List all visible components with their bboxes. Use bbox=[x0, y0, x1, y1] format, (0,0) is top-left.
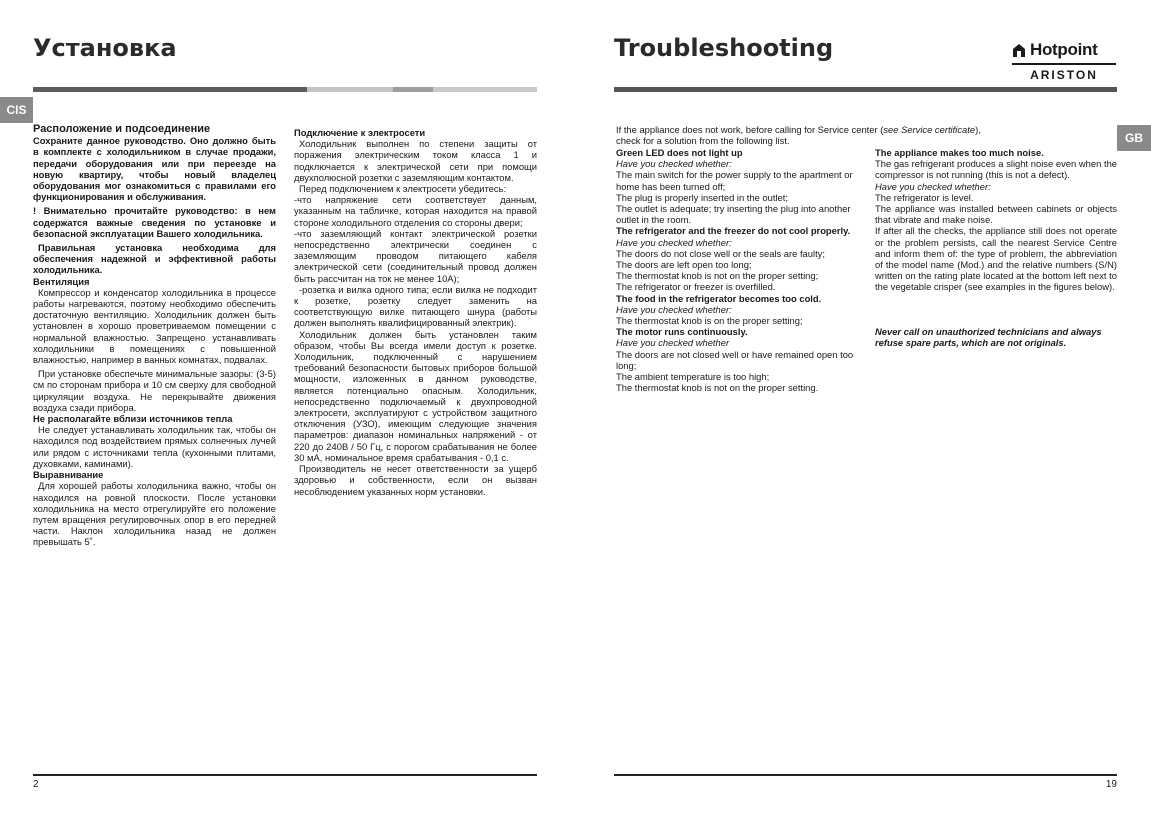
hotpoint-house-icon bbox=[1012, 43, 1026, 58]
para-elec-class: Холодильник выполнен по степени защиты от поражения электрическим током класса 1 и подключается к электрической сети при помощи двухполюсной розетки с заземляющим контактом. bbox=[294, 138, 537, 183]
check-prompt-1: Have you checked whether: bbox=[616, 158, 732, 170]
left-page-title: Установка bbox=[33, 34, 177, 62]
para-leveling: Для хорошей работы холодильника важно, чтобы он находился на ровной плоскости. После установки холодильника на место отрегулируйте его положение путем вращения регулировочных опор в его передней части. Наклон холодильника назад не должен превышать 5˚. bbox=[33, 480, 276, 548]
issue-too-cold: The food in the refrigerator becomes too cold. bbox=[616, 292, 822, 304]
check-overfilled: The refrigerator or freezer is overfilled. bbox=[616, 281, 776, 293]
troubleshooting-intro bbox=[616, 124, 1036, 146]
section-heading-placement: Расположение и подсоединение bbox=[33, 123, 211, 135]
lang-tag-gb: GB bbox=[1117, 125, 1151, 151]
para-correct-install: Правильная установка необходима для обеспечения надежной и эффективной работы холодильника. bbox=[33, 242, 276, 276]
left-header-bar bbox=[33, 87, 537, 92]
left-column-2 bbox=[294, 127, 537, 497]
brand-logo bbox=[1012, 40, 1116, 88]
heading-ventilation: Вентиляция bbox=[33, 275, 90, 287]
issue-motor-runs: The motor runs continuously. bbox=[616, 326, 748, 338]
right-column-1 bbox=[616, 147, 858, 393]
para-elec-liability: Производитель не несет ответственности за ущерб здоровью и собственности, если он вызван несоблюдением указанных норм установки. bbox=[294, 463, 537, 497]
issue-green-led: Green LED does not light up bbox=[616, 147, 743, 158]
heading-leveling: Выравнивание bbox=[33, 469, 104, 481]
heading-electrical: Подключение к электросети bbox=[294, 127, 426, 138]
check-main-switch: The main switch for the power supply to the apartment or home has been turned off; bbox=[616, 169, 853, 192]
right-column-2 bbox=[875, 147, 1117, 348]
check-door-seals: The doors do not close well or the seals are faulty; bbox=[616, 247, 825, 259]
check-prompt-2: Have you checked whether: bbox=[616, 236, 732, 248]
brand-name: Hotpoint bbox=[1030, 40, 1098, 59]
para-read-warning: ! Внимательно прочитайте руководство: в нем содержатся важные сведения по установке и безопасной эксплуатации Вашего холодильника. bbox=[33, 205, 276, 239]
para-service-centre: If after all the checks, the appliance still does not operate or the problem persists, call the nearest Service Centre and inform them of: the type of problem, the abbreviation of the model name (Mod.) and the relative numbers (S/N) written on the rating plate located at the bottom left next to the vegetable crisper (see examples in the figures below). bbox=[875, 225, 1117, 293]
para-elec-access: Холодильник должен быть установлен таким образом, чтобы Вы всегда имели доступ к розетке. Холодильник, подключенный с нарушением требований безопасности бытовых приборов большой мощности, изложенных в данном руководстве, является потенциально опасным. Холодильник, непосредственно подключаемый к двухпроводной электросети, эксплуатируют с устройством защитного отключения (УЗО), имеющим следующие значения параметров: диапазон номинальных напряжений - от 220 до 240В / 50 Гц, с порогом срабатывания не более 30 мА, номинальное время срабатывания - 0,1 с. bbox=[294, 328, 537, 463]
para-elec-plug: -розетка и вилка одного типа; если вилка не подходит к розетке, розетку следует заменить на соответствующую вилке питающего шнура (работы должен выполнять квалифицированный электрик). bbox=[294, 283, 537, 329]
heading-heat-sources: Не располагайте вблизи источников тепла bbox=[33, 413, 233, 425]
para-keep-manual: Сохраните данное руководство. Оно должно быть в комплекте с холодильником в случае продажи, передачи оборудования или при переезде на новую квартиру, чтобы новый владелец оборудования мог ознакомиться с правилами его функционирования и обслуживания. bbox=[33, 135, 276, 203]
para-elec-ground: -что заземляющий контакт электрической розетки непосредственно электрически соединен с заземляющим проводом питающего кабеля электрической сети (соединительный провод должен быть рассчитан на ток не менее 10А); bbox=[294, 227, 537, 284]
check-prompt-3: Have you checked whether: bbox=[616, 303, 732, 315]
right-page-title: Troubleshooting bbox=[614, 34, 834, 62]
check-thermostat-3: The thermostat knob is not on the proper setting. bbox=[616, 382, 819, 394]
check-prompt-5: Have you checked whether: bbox=[875, 180, 991, 192]
check-thermostat-2: The thermostat knob is on the proper setting; bbox=[616, 315, 803, 327]
brand-sub: ARISTON bbox=[1030, 68, 1098, 82]
intro-text-b: ), bbox=[975, 124, 981, 135]
left-footer-rule bbox=[33, 774, 537, 776]
issue-noise: The appliance makes too much noise. bbox=[875, 147, 1044, 158]
check-outlet: The outlet is adequate; try inserting the plug into another outlet in the room. bbox=[616, 203, 851, 226]
para-ventilation: Компрессор и конденсатор холодильника в процессе работы нагреваются, поэтому необходимо обеспечить достаточную вентиляцию. Холодильник должен быть установлен в хорошо проветриваемом помещении с нормальной влажностью. Запрещено устанавливать холодильники в помещениях с повышенной влажностью, например в ванных комнатах, подвалах. bbox=[33, 286, 276, 366]
check-doors-open: The doors are left open too long; bbox=[616, 259, 752, 271]
para-elec-voltage: -что напряжение сети соответствует данным, указанным на табличке, которая находится на правой стороне холодильного отделения со стороны двери; bbox=[294, 194, 537, 228]
para-elec-check: Перед подключением к электросети убедитесь: bbox=[299, 183, 507, 195]
check-ambient-temp: The ambient temperature is too high; bbox=[616, 371, 770, 383]
para-gaps: При установке обеспечьте минимальные зазоры: (3-5) см по сторонам прибора и 10 см сверху для свободной циркуляции воздуха. Не перекрывайте движения воздуха сзади прибора. bbox=[33, 368, 276, 413]
left-column-1 bbox=[33, 124, 276, 548]
left-page-number: 2 bbox=[33, 779, 39, 790]
right-header-bar bbox=[614, 87, 1117, 92]
right-footer-rule bbox=[614, 774, 1117, 776]
check-plug: The plug is properly inserted in the outlet; bbox=[616, 191, 788, 203]
check-cabinets: The appliance was installed between cabinets or objects that vibrate and make noise. bbox=[875, 203, 1117, 226]
check-level: The refrigerator is level. bbox=[875, 191, 974, 203]
check-doors-closed: The doors are not closed well or have remained open too long; bbox=[616, 348, 854, 371]
warning-unauthorized: Never call on unauthorized technicians and always refuse spare parts, which are not originals. bbox=[875, 325, 1102, 348]
lang-tag-cis: CIS bbox=[0, 97, 33, 123]
issue-not-cool: The refrigerator and the freezer do not cool properly. bbox=[616, 225, 851, 237]
para-heat-sources: Не следует устанавливать холодильник так, чтобы он находился под воздействием прямых солнечных лучей или рядом с источниками тепла (кухонными плитами, духовками, каминами). bbox=[33, 424, 276, 469]
intro-service-ref: see Service certificate bbox=[883, 124, 976, 135]
intro-text-a: If the appliance does not work, before calling for Service center ( bbox=[616, 124, 884, 135]
intro-text-2: check for a solution from the following list. bbox=[616, 135, 790, 147]
check-thermostat-1: The thermostat knob is not on the proper setting; bbox=[616, 270, 819, 282]
right-page-number: 19 bbox=[1105, 779, 1117, 790]
para-gas-noise: The gas refrigerant produces a slight noise even when the compressor is not running (this is not a defect). bbox=[875, 158, 1117, 181]
check-prompt-4: Have you checked whether bbox=[616, 337, 730, 349]
